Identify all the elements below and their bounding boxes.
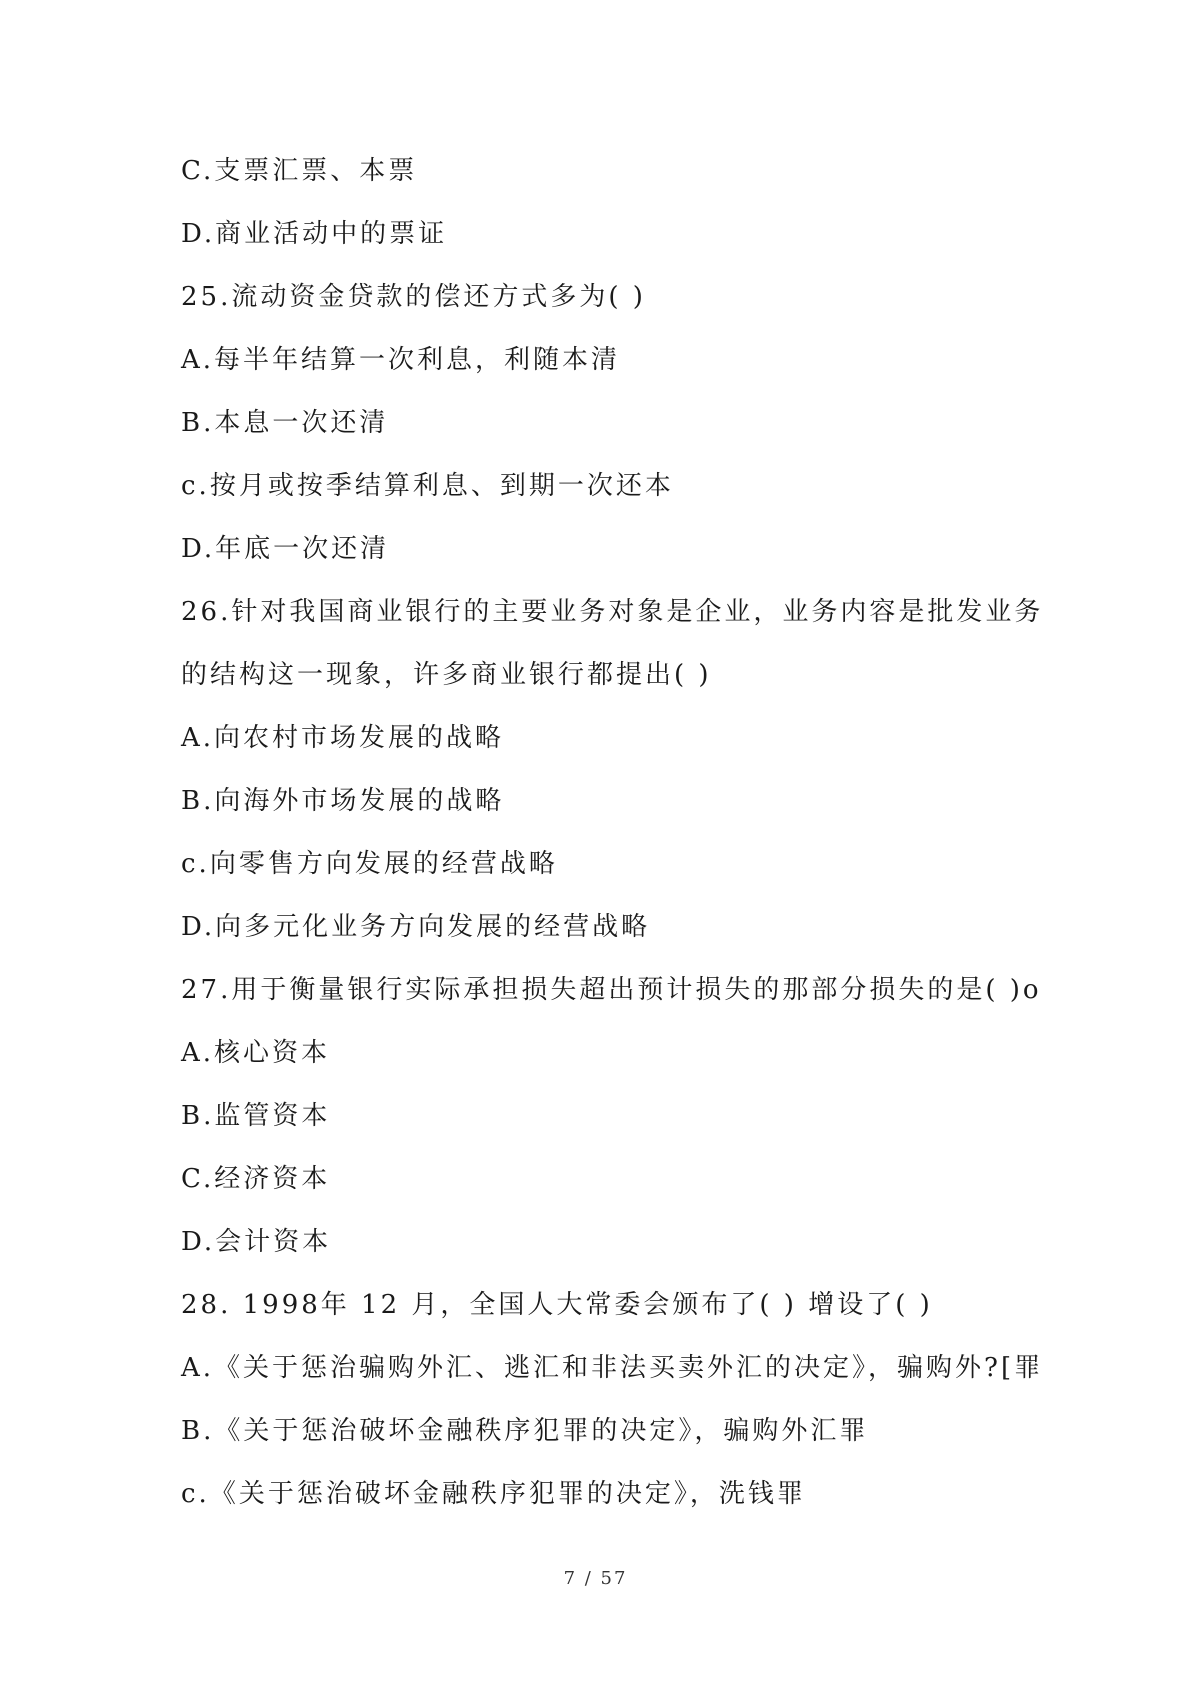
question-28: 28. 1998年 12 月，全国人大常委会颁布了( ) 增设了( ) bbox=[181, 1290, 933, 1320]
option-c: C.经济资本 bbox=[181, 1164, 331, 1194]
option-b: B.本息一次还清 bbox=[181, 408, 389, 438]
option-a: A.核心资本 bbox=[181, 1038, 331, 1068]
option-d: D.向多元化业务方向发展的经营战略 bbox=[181, 912, 651, 942]
text-line: D.商业活动中的票证 bbox=[181, 219, 448, 249]
question-26: 26.针对我国商业银行的主要业务对象是企业，业务内容是批发业务 bbox=[181, 597, 1044, 627]
option-d: D.年底一次还清 bbox=[181, 534, 390, 564]
option-b: B.向海外市场发展的战略 bbox=[181, 786, 505, 816]
option-a: A.《关于惩治骗购外汇、逃汇和非法买卖外汇的决定》，骗购外?[罪 bbox=[181, 1353, 1044, 1383]
page-number: 7 / 57 bbox=[563, 1568, 628, 1589]
option-b: B.监管资本 bbox=[181, 1101, 331, 1131]
question-25: 25.流动资金贷款的偿还方式多为( ) bbox=[181, 282, 646, 312]
option-c: c.《关于惩治破坏金融秩序犯罪的决定》，洗钱罪 bbox=[181, 1479, 806, 1509]
option-d: D.会计资本 bbox=[181, 1227, 332, 1257]
question-27: 27.用于衡量银行实际承担损失超出预计损失的那部分损失的是( )o bbox=[181, 975, 1042, 1005]
option-b: B.《关于惩治破坏金融秩序犯罪的决定》，骗购外汇罪 bbox=[181, 1416, 869, 1446]
text-line: C.支票汇票、本票 bbox=[181, 156, 418, 186]
question-26-continued: 的结构这一现象，许多商业银行都提出( ) bbox=[181, 660, 712, 690]
document-body bbox=[181, 148, 1061, 1534]
option-a: A.每半年结算一次利息，利随本清 bbox=[181, 345, 621, 375]
option-c: c.向零售方向发展的经营战略 bbox=[181, 849, 558, 879]
option-c: c.按月或按季结算利息、到期一次还本 bbox=[181, 471, 674, 501]
option-a: A.向农村市场发展的战略 bbox=[181, 723, 505, 753]
